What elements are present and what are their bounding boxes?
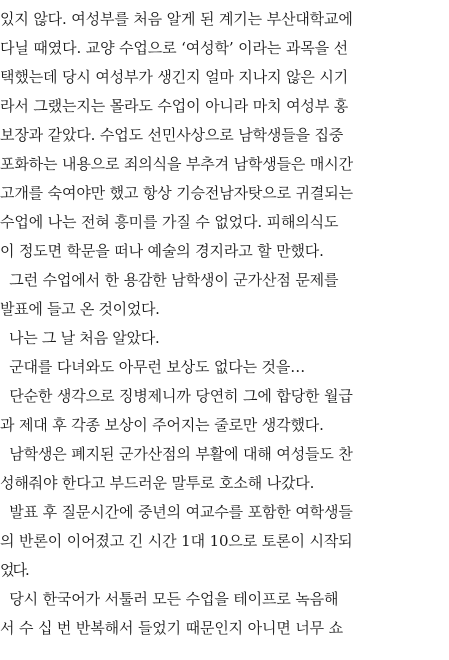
text-line: 고개를 숙여야만 했고 항상 기승전남자탓으로 귀결되는 — [0, 184, 353, 202]
text-line: 발표 후 질문시간에 중년의 여교수를 포함한 여학생들 — [0, 503, 353, 521]
text-line: 라서 그랬는지는 몰라도 수업이 아니라 마치 여성부 홍 — [0, 97, 349, 115]
text-line: 었다. — [0, 561, 28, 579]
text-line: 있지 않다. 여성부를 처음 알게 된 계기는 부산대학교에 — [0, 10, 353, 28]
text-line: 그런 수업에서 한 용감한 남학생이 군가산점 문제를 — [0, 271, 339, 289]
text-line: 과 제대 후 각종 보상이 주어지는 줄로만 생각했다. — [0, 416, 324, 434]
text-line: 서 수 십 번 반복해서 들었기 때문인지 아니면 너무 쇼 — [0, 619, 344, 637]
text-line: 다닐 때였다. 교양 수업으로 ‘여성학’ 이라는 과목을 선 — [0, 39, 348, 57]
text-line: 택했는데 당시 여성부가 생긴지 얼마 지나지 않은 시기 — [0, 68, 349, 86]
text-line: 의 반론이 이어졌고 긴 시간 1대 10으로 토론이 시작되 — [0, 532, 353, 550]
text-line: 당시 한국어가 서툴러 모든 수업을 테이프로 녹음해 — [0, 590, 339, 608]
text-line: 포화하는 내용으로 죄의식을 부추겨 남학생들은 매시간 — [0, 155, 353, 173]
text-line: 수업에 나는 전혀 흥미를 가질 수 없었다. 피해의식도 — [0, 213, 339, 231]
text-line: 성해줘야 한다고 부드러운 말투로 호소해 나갔다. — [0, 474, 315, 492]
text-line: 나는 그 날 처음 알았다. — [0, 329, 160, 347]
text-line: 발표에 들고 온 것이었다. — [0, 300, 160, 318]
text-line: 단순한 생각으로 징병제니까 당연히 그에 합당한 월급 — [0, 387, 353, 405]
text-line: 군대를 다녀와도 아무런 보상도 없다는 것을… — [0, 358, 306, 376]
text-line: 보장과 같았다. 수업도 선민사상으로 남학생들을 집중 — [0, 126, 344, 144]
text-line: 이 정도면 학문을 떠나 예술의 경지라고 할 만했다. — [0, 242, 324, 260]
text-line: 남학생은 폐지된 군가산점의 부활에 대해 여성들도 찬 — [0, 445, 353, 463]
